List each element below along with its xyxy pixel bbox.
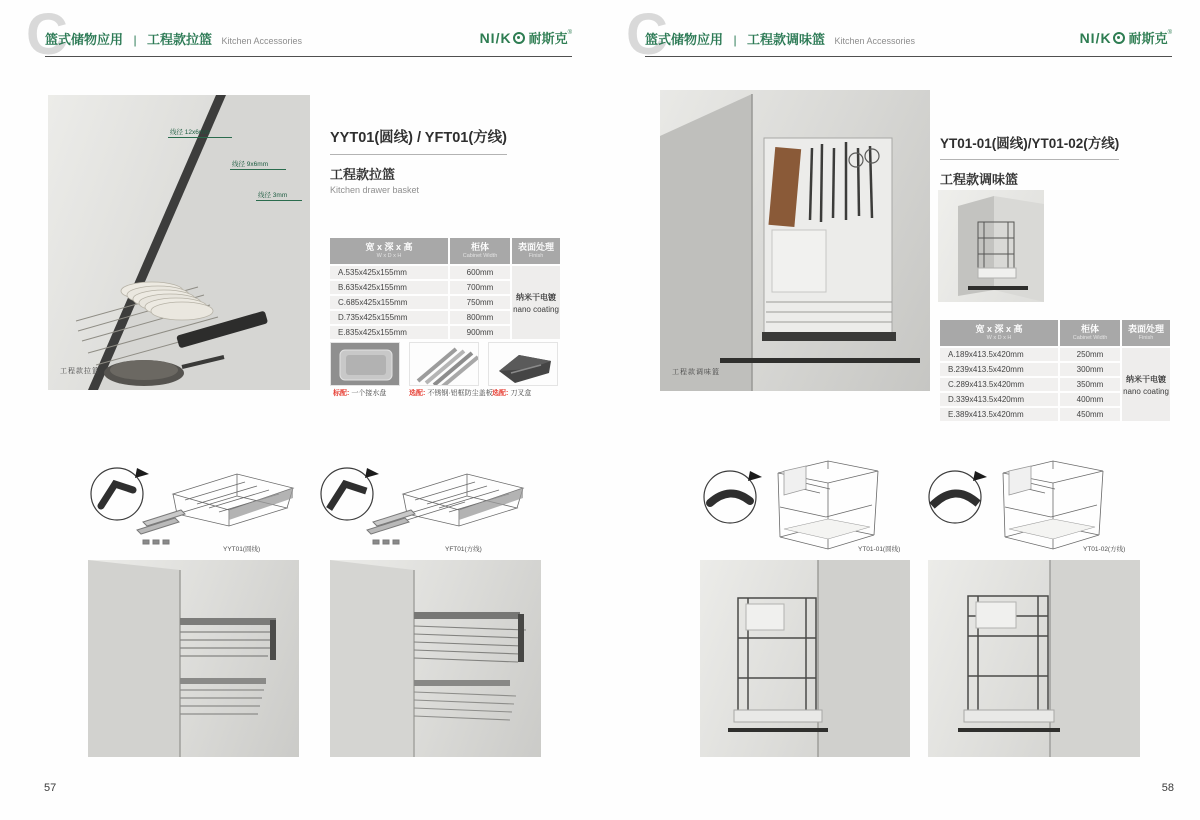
photo-caption: 工程款拉篮: [60, 368, 100, 375]
col-header-size-en: W x D x H: [376, 253, 402, 260]
accessory-caption-optional-cutlery: [492, 388, 531, 398]
logo-o-icon: [1113, 32, 1125, 44]
table-cell-cabinet: 900mm: [450, 326, 510, 339]
finish-en: nano coating: [513, 304, 559, 314]
col-header-cabinet-en: Cabinet Width: [1072, 335, 1108, 342]
drawing-caption: YFT01(方线): [445, 546, 482, 553]
finish-cn: 纳米干电镀: [516, 292, 556, 302]
product-model: YYT01(圆线) / YFT01(方线): [330, 126, 507, 155]
product-name-en: Kitchen drawer basket: [330, 185, 420, 195]
col-header-finish: [512, 238, 560, 264]
page-number: 57: [44, 782, 57, 794]
col-header-cabinet-en: Cabinet Width: [462, 253, 498, 260]
table-cell-size: E.835x425x155mm: [330, 326, 448, 339]
accessory-photo-cutlery-box: [488, 342, 558, 386]
nisko-logo: [1080, 28, 1172, 47]
pointer-wedge-icon: [973, 471, 987, 481]
col-header-finish-cn: 表面处理: [1127, 324, 1164, 335]
drawing-caption: YT01-02(方线): [1083, 546, 1126, 553]
header-divider: |: [133, 33, 137, 47]
col-header-finish-cn: 表面处理: [517, 242, 554, 253]
col-header-cabinet-cn: 柜体: [470, 242, 489, 253]
col-header-size: [330, 238, 448, 264]
col-header-size-cn: 宽 x 深 x 高: [365, 242, 413, 253]
drawer-basket-photo-art: [48, 95, 310, 390]
pointer-wedge-icon: [135, 468, 149, 478]
accessory-caption-optional-cover: [409, 388, 493, 398]
page-number: 58: [1161, 782, 1174, 794]
header-divider: |: [733, 33, 737, 47]
header-subcategory: 工程款调味篮: [747, 32, 826, 47]
header-category: 篮式储物应用: [45, 32, 124, 47]
col-header-size-cn: 宽 x 深 x 高: [975, 324, 1023, 335]
table-cell-cabinet: 750mm: [450, 296, 510, 309]
table-cell-size: A.535x425x155mm: [330, 266, 448, 279]
col-header-cabinet: [1060, 320, 1120, 346]
nisko-logo: [480, 28, 572, 47]
accessory-caption-standard: [333, 388, 386, 398]
table-cell-size: D.339x413.5x420mm: [940, 393, 1058, 406]
finish-en: nano coating: [1123, 386, 1169, 396]
accessory-photo-drip-tray: [330, 342, 400, 386]
table-cell-finish: [1122, 348, 1170, 421]
line-drawing-yft01: [315, 456, 530, 551]
product-name-cn: 工程款调味篮: [940, 172, 1019, 187]
table-cell-size: B.635x425x155mm: [330, 281, 448, 294]
table-cell-size: E.389x413.5x420mm: [940, 408, 1058, 421]
accessory-label: 选配:: [409, 390, 426, 397]
col-header-size: [940, 320, 1058, 346]
registered-mark: ®: [1167, 29, 1172, 36]
line-drawing-yt01-01: [700, 455, 910, 555]
wire-annotation-3: 线径 3mm: [256, 190, 302, 201]
pull-out-basket-thumb-photo: [938, 190, 1044, 302]
table-cell-size: C.289x413.5x420mm: [940, 378, 1058, 391]
table-cell-cabinet: 450mm: [1060, 408, 1120, 421]
drawing-caption: YT01-01(圆线): [858, 546, 901, 553]
table-cell-size: D.735x425x155mm: [330, 311, 448, 324]
accessory-label: 标配:: [333, 390, 350, 397]
table-cell-cabinet: 250mm: [1060, 348, 1120, 361]
logo-o-icon: [513, 32, 525, 44]
header-subcategory: 工程款拉篮: [147, 32, 213, 47]
accessory-text: 不锈钢·铝框防尘盖板: [427, 390, 493, 397]
logo-latin-text: NI/K: [1079, 29, 1112, 46]
header-subtitle-en: Kitchen Accessories: [221, 36, 303, 46]
header-subtitle-en: Kitchen Accessories: [834, 36, 916, 46]
header-title: [645, 29, 915, 49]
table-cell-cabinet: 350mm: [1060, 378, 1120, 391]
bottom-photo-spice-basket-1: [700, 560, 910, 757]
wire-annotation-1: 线径 12x6mm: [168, 127, 232, 138]
header-title: [45, 29, 302, 49]
accessory-text: 刀叉盒: [510, 390, 532, 397]
product-name-cn: 工程款拉篮: [330, 167, 396, 182]
logo-chinese-text: 耐斯克: [528, 31, 568, 46]
table-cell-cabinet: 700mm: [450, 281, 510, 294]
header-category: 篮式储物应用: [645, 32, 724, 47]
logo-chinese-text: 耐斯克: [1128, 31, 1168, 46]
pointer-wedge-icon: [748, 471, 762, 481]
photo-caption: 工程款调味篮: [672, 369, 720, 376]
registered-mark: ®: [567, 29, 572, 36]
magnifier-circle-icon: [91, 468, 143, 520]
spec-table: [330, 238, 560, 339]
bottom-photo-basket-open: [330, 560, 541, 757]
table-cell-cabinet: 400mm: [1060, 393, 1120, 406]
table-cell-finish: [512, 266, 560, 339]
page-58: [600, 0, 1200, 820]
table-cell-cabinet: 800mm: [450, 311, 510, 324]
table-cell-size: A.189x413.5x420mm: [940, 348, 1058, 361]
logo-latin-text: NI/K: [479, 29, 512, 46]
accessory-photo-dust-cover: [409, 342, 479, 386]
table-cell-size: C.685x425x155mm: [330, 296, 448, 309]
col-header-finish-en: Finish: [1138, 335, 1154, 342]
product-model: YT01-01(圆线)/YT01-02(方线): [940, 132, 1119, 160]
line-drawing-yyt01: [85, 456, 300, 551]
page-header: [645, 12, 1172, 57]
main-product-photo-pull-out-basket: [660, 90, 930, 391]
header-letter-c: C: [626, 2, 668, 67]
table-cell-cabinet: 600mm: [450, 266, 510, 279]
finish-cn: 纳米干电镀: [1126, 374, 1166, 384]
col-header-finish: [1122, 320, 1170, 346]
col-header-cabinet-cn: 柜体: [1080, 324, 1099, 335]
bottom-photo-spice-basket-2: [928, 560, 1140, 757]
bottom-photo-basket-closed: [88, 560, 299, 757]
wire-annotation-2: 线径 9x6mm: [230, 159, 286, 170]
spec-table: [940, 320, 1170, 421]
line-drawing-yt01-02: [925, 455, 1135, 555]
page-header: [45, 12, 572, 57]
table-cell-size: B.239x413.5x420mm: [940, 363, 1058, 376]
col-header-size-en: W x D x H: [986, 335, 1012, 342]
main-product-photo-drawer-basket: [48, 95, 310, 390]
header-letter-c: C: [26, 2, 68, 67]
pointer-wedge-icon: [365, 468, 379, 478]
accessory-label: 选配:: [492, 390, 509, 397]
col-header-cabinet: [450, 238, 510, 264]
accessory-text: 一个接水盘: [351, 390, 387, 397]
product-title-block: [330, 126, 565, 195]
drawing-caption: YYT01(圆线): [223, 546, 261, 553]
col-header-finish-en: Finish: [528, 253, 544, 260]
table-cell-cabinet: 300mm: [1060, 363, 1120, 376]
